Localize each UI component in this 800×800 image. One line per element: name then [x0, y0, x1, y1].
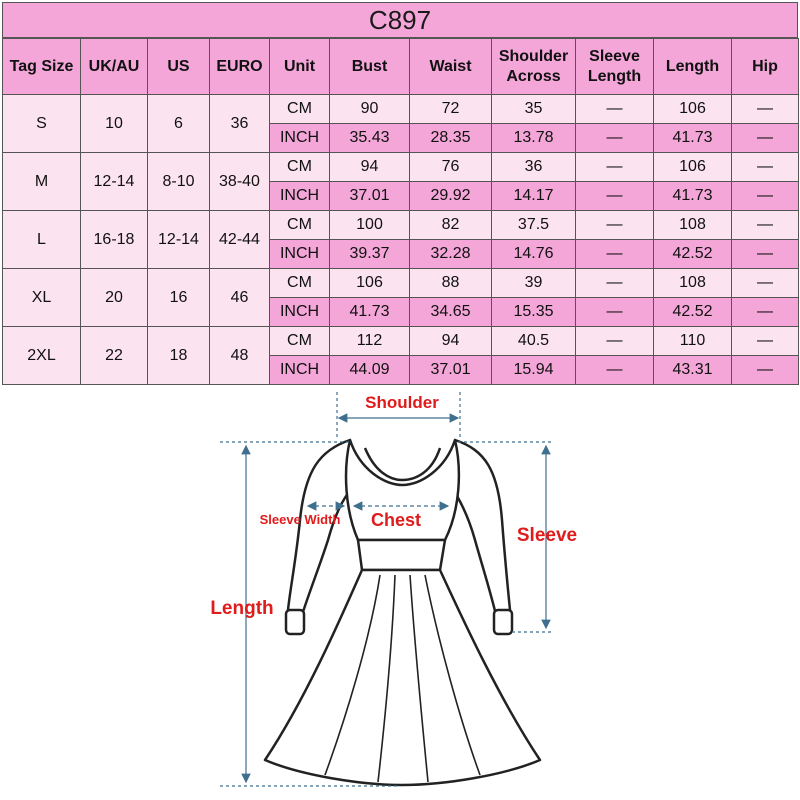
- shoulder-cell: 15.35: [492, 298, 576, 327]
- table-row: [3, 211, 799, 240]
- chart-title: C897: [2, 2, 798, 38]
- sleeve-cell: —: [576, 327, 654, 356]
- waist-cell: 76: [410, 153, 492, 182]
- unit-cell: INCH: [270, 240, 330, 269]
- unit-cell: CM: [270, 153, 330, 182]
- waist-cell: 28.35: [410, 124, 492, 153]
- waist-cell: 88: [410, 269, 492, 298]
- sleeve-label: Sleeve: [516, 525, 578, 546]
- euro-cell: 36: [210, 95, 270, 153]
- header-waist: Waist: [410, 39, 492, 95]
- length-cell: 108: [654, 269, 732, 298]
- table-row: [3, 153, 799, 182]
- bust-cell: 100: [330, 211, 410, 240]
- bust-cell: 39.37: [330, 240, 410, 269]
- unit-cell: CM: [270, 211, 330, 240]
- uk-au-cell: 22: [81, 327, 148, 385]
- us-cell: 12-14: [148, 211, 210, 269]
- header-unit: Unit: [270, 39, 330, 95]
- unit-cell: CM: [270, 95, 330, 124]
- unit-cell: INCH: [270, 182, 330, 211]
- euro-cell: 48: [210, 327, 270, 385]
- bust-cell: 94: [330, 153, 410, 182]
- hip-cell: —: [732, 211, 799, 240]
- us-cell: 8-10: [148, 153, 210, 211]
- hip-cell: —: [732, 95, 799, 124]
- header-bust: Bust: [330, 39, 410, 95]
- header-uk-au: UK/AU: [81, 39, 148, 95]
- shoulder-cell: 37.5: [492, 211, 576, 240]
- hip-cell: —: [732, 124, 799, 153]
- waist-cell: 37.01: [410, 356, 492, 385]
- shoulder-label: Shoulder: [365, 393, 439, 412]
- length-cell: 108: [654, 211, 732, 240]
- euro-cell: 46: [210, 269, 270, 327]
- header-hip: Hip: [732, 39, 799, 95]
- unit-cell: INCH: [270, 298, 330, 327]
- waist-cell: 32.28: [410, 240, 492, 269]
- sleeve-cell: —: [576, 269, 654, 298]
- bust-cell: 41.73: [330, 298, 410, 327]
- tag-size-cell: L: [3, 211, 81, 269]
- sleeve-cell: —: [576, 211, 654, 240]
- hip-cell: —: [732, 356, 799, 385]
- hip-cell: —: [732, 298, 799, 327]
- hip-cell: —: [732, 327, 799, 356]
- tag-size-cell: XL: [3, 269, 81, 327]
- bust-cell: 106: [330, 269, 410, 298]
- unit-cell: CM: [270, 327, 330, 356]
- shoulder-cell: 35: [492, 95, 576, 124]
- sleeve-width-label: Sleeve Width: [259, 512, 341, 527]
- us-cell: 16: [148, 269, 210, 327]
- tag-size-cell: 2XL: [3, 327, 81, 385]
- waist-cell: 82: [410, 211, 492, 240]
- shoulder-cell: 40.5: [492, 327, 576, 356]
- table-row: [3, 269, 799, 298]
- bust-cell: 90: [330, 95, 410, 124]
- sleeve-cell: —: [576, 124, 654, 153]
- waist-cell: 72: [410, 95, 492, 124]
- table-row: [3, 327, 799, 356]
- size-chart-table: [2, 38, 799, 385]
- shoulder-cell: 15.94: [492, 356, 576, 385]
- waist-cell: 29.92: [410, 182, 492, 211]
- sleeve-cell: —: [576, 182, 654, 211]
- hip-cell: —: [732, 153, 799, 182]
- sleeve-cell: —: [576, 153, 654, 182]
- length-cell: 42.52: [654, 240, 732, 269]
- unit-cell: CM: [270, 269, 330, 298]
- header-sleeve-length: Sleeve Length: [576, 39, 654, 95]
- length-cell: 42.52: [654, 298, 732, 327]
- bust-cell: 35.43: [330, 124, 410, 153]
- shoulder-cell: 14.17: [492, 182, 576, 211]
- dress-measurement-diagram: [0, 385, 800, 800]
- sleeve-cell: —: [576, 298, 654, 327]
- table-row: [3, 95, 799, 124]
- hip-cell: —: [732, 240, 799, 269]
- length-cell: 41.73: [654, 182, 732, 211]
- uk-au-cell: 16-18: [81, 211, 148, 269]
- us-cell: 6: [148, 95, 210, 153]
- header-tag-size: Tag Size: [3, 39, 81, 95]
- tag-size-cell: M: [3, 153, 81, 211]
- length-cell: 106: [654, 95, 732, 124]
- length-cell: 106: [654, 153, 732, 182]
- sleeve-cell: —: [576, 240, 654, 269]
- chest-label: Chest: [370, 510, 422, 530]
- euro-cell: 38-40: [210, 153, 270, 211]
- uk-au-cell: 20: [81, 269, 148, 327]
- header-row: [3, 39, 799, 95]
- shoulder-cell: 39: [492, 269, 576, 298]
- uk-au-cell: 12-14: [81, 153, 148, 211]
- header-euro: EURO: [210, 39, 270, 95]
- waist-cell: 34.65: [410, 298, 492, 327]
- length-label: Length: [210, 598, 274, 619]
- length-cell: 110: [654, 327, 732, 356]
- euro-cell: 42-44: [210, 211, 270, 269]
- header-us: US: [148, 39, 210, 95]
- bust-cell: 37.01: [330, 182, 410, 211]
- hip-cell: —: [732, 182, 799, 211]
- header-length: Length: [654, 39, 732, 95]
- dress-illustration: [265, 440, 540, 785]
- us-cell: 18: [148, 327, 210, 385]
- length-cell: 41.73: [654, 124, 732, 153]
- sleeve-cell: —: [576, 95, 654, 124]
- uk-au-cell: 10: [81, 95, 148, 153]
- unit-cell: INCH: [270, 124, 330, 153]
- unit-cell: INCH: [270, 356, 330, 385]
- hip-cell: —: [732, 269, 799, 298]
- header-shoulder-across: Shoulder Across: [492, 39, 576, 95]
- tag-size-cell: S: [3, 95, 81, 153]
- shoulder-cell: 36: [492, 153, 576, 182]
- waist-cell: 94: [410, 327, 492, 356]
- shoulder-cell: 13.78: [492, 124, 576, 153]
- length-cell: 43.31: [654, 356, 732, 385]
- sleeve-cell: —: [576, 356, 654, 385]
- shoulder-cell: 14.76: [492, 240, 576, 269]
- bust-cell: 44.09: [330, 356, 410, 385]
- bust-cell: 112: [330, 327, 410, 356]
